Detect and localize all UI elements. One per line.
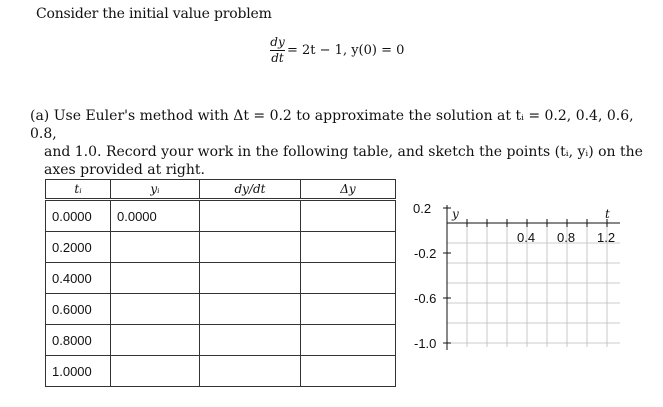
cell-dydt[interactable] bbox=[200, 232, 301, 263]
part-a-instructions bbox=[30, 107, 650, 179]
t-axis-label: t bbox=[605, 207, 610, 221]
cell-dydt[interactable] bbox=[200, 263, 301, 294]
cell-dydt[interactable] bbox=[200, 200, 301, 232]
euler-table bbox=[45, 179, 396, 387]
cell-delta-y[interactable] bbox=[301, 200, 396, 232]
table-row bbox=[46, 200, 396, 232]
cell-delta-y[interactable] bbox=[301, 232, 396, 263]
header-delta-y: Δy bbox=[301, 180, 396, 200]
cell-y[interactable]: 0.0000 bbox=[111, 200, 200, 232]
cell-delta-y[interactable] bbox=[301, 325, 396, 356]
t-tick-label: 1.2 bbox=[597, 230, 616, 245]
cell-delta-y[interactable] bbox=[301, 356, 396, 387]
equation-rhs: = 2t − 1, y(0) = 0 bbox=[287, 43, 405, 58]
cell-t: 0.0000 bbox=[46, 200, 111, 232]
table-header-row bbox=[46, 180, 396, 200]
part-a-line-3: axes provided at right. bbox=[44, 162, 205, 178]
cell-t: 0.4000 bbox=[46, 263, 111, 294]
cell-y[interactable] bbox=[111, 294, 200, 325]
cell-dydt[interactable] bbox=[200, 356, 301, 387]
problem-intro: Consider the initial value problem bbox=[36, 6, 272, 22]
header-t: tᵢ bbox=[46, 180, 111, 200]
t-tick-label: 0.8 bbox=[557, 230, 576, 245]
derivative-fraction bbox=[270, 36, 285, 65]
table-row bbox=[46, 232, 396, 263]
cell-t: 0.6000 bbox=[46, 294, 111, 325]
y-tick-label: -0.6 bbox=[414, 291, 437, 306]
cell-y[interactable] bbox=[111, 356, 200, 387]
y-tick-label: -0.2 bbox=[414, 246, 437, 261]
cell-delta-y[interactable] bbox=[301, 294, 396, 325]
t-tick-label: 0.4 bbox=[517, 230, 536, 245]
sketch-axes[interactable] bbox=[413, 195, 645, 365]
y-tick-label: 0.2 bbox=[413, 201, 432, 216]
cell-t: 1.0000 bbox=[46, 356, 111, 387]
header-dydt: dy/dt bbox=[200, 180, 301, 200]
table-row bbox=[46, 294, 396, 325]
cell-t: 0.8000 bbox=[46, 325, 111, 356]
header-y: yᵢ bbox=[111, 180, 200, 200]
cell-t: 0.2000 bbox=[46, 232, 111, 263]
table-row bbox=[46, 263, 396, 294]
fraction-denominator: dt bbox=[271, 51, 284, 65]
y-axis-label: y bbox=[452, 207, 459, 221]
cell-dydt[interactable] bbox=[200, 325, 301, 356]
cell-y[interactable] bbox=[111, 263, 200, 294]
cell-dydt[interactable] bbox=[200, 294, 301, 325]
y-tick-label: -1.0 bbox=[414, 336, 437, 351]
cell-delta-y[interactable] bbox=[301, 263, 396, 294]
part-a-line-1: (a) Use Euler's method with Δt = 0.2 to approximate the solution at tᵢ = 0.2, 0.4, 0.6, 0.8, bbox=[30, 108, 634, 142]
part-a-line-2: and 1.0. Record your work in the following table, and sketch the points (tᵢ, yᵢ) on the bbox=[44, 144, 643, 160]
table-row bbox=[46, 356, 396, 387]
table-row bbox=[46, 325, 396, 356]
differential-equation bbox=[270, 36, 404, 65]
fraction-numerator: dy bbox=[270, 35, 285, 49]
cell-y[interactable] bbox=[111, 232, 200, 263]
cell-y[interactable] bbox=[111, 325, 200, 356]
